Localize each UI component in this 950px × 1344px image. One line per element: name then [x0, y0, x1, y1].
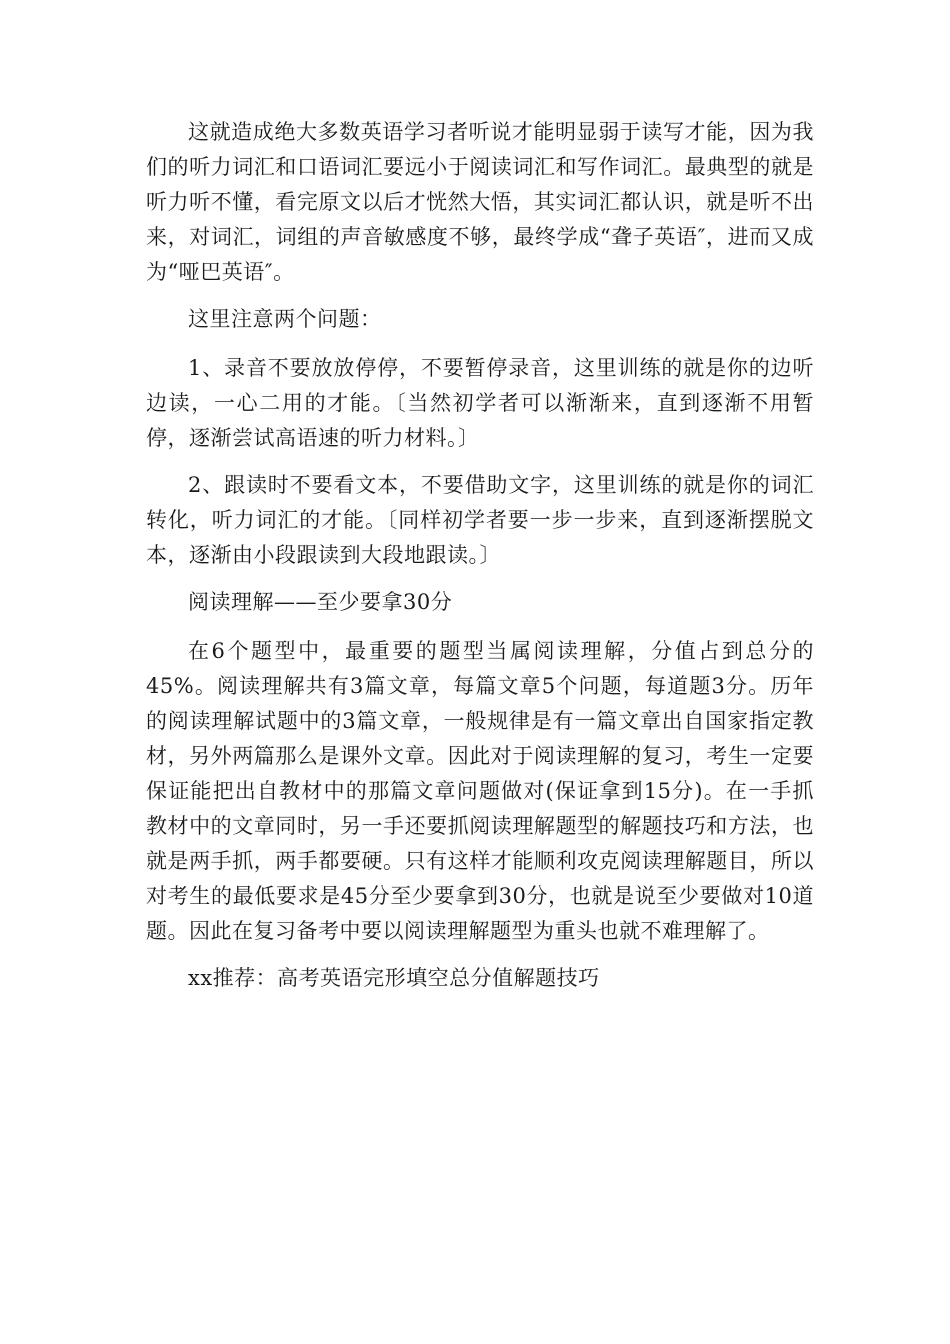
paragraph-two-issues-heading: 这里注意两个问题：	[188, 307, 382, 331]
paragraph-point-1: 1、录音不要放放停停，不要暂停录音，这里训练的就是你的边听边读，一心二用的才能。〔当然初学者可以渐渐来，直到逐渐不用暂停，逐渐尝试高语速的听力材料。〕	[146, 356, 814, 450]
paragraph-point-2: 2、跟读时不要看文本，不要借助文字，这里训练的就是你的词汇转化，听力词汇的才能。〔同样初学者要一步一步来，直到逐渐摆脱文本，逐渐由小段跟读到大段地跟读。〕	[146, 473, 814, 567]
document-body	[146, 115, 814, 1010]
section-heading-reading: 阅读理解——至少要拿30分	[188, 590, 453, 614]
paragraph-recommendation: xx推荐：高考英语完形填空总分值解题技巧	[188, 966, 600, 990]
paragraph-reading-comprehension: 在6个题型中，最重要的题型当属阅读理解，分值占到总分的45%。阅读理解共有3篇文章，每篇文章5个问题，每道题3分。历年的阅读理解试题中的3篇文章，一般规律是有一篇文章出自国家指定教材，另外两篇那么是课外文章。因此对于阅读理解的复习，考生一定要保证能把出自教材中的那篇文章问题做对(保证拿到15分)。在一手抓教材中的文章同时，另一手还要抓阅读理解题型的解题技巧和方法，也就是两手抓，两手都要硬。只有这样才能顺利攻克阅读理解题目，所以对考生的最低要求是45分至少要拿到30分，也就是说至少要做对10道题。因此在复习备考中要以阅读理解题型为重头也就不难理解了。	[146, 639, 814, 943]
paragraph-listening-vocabulary: 这就造成绝大多数英语学习者听说才能明显弱于读写才能，因为我们的听力词汇和口语词汇要远小于阅读词汇和写作词汇。最典型的就是听力听不懂，看完原文以后才恍然大悟，其实词汇都认识，就是听不出来，对词汇，词组的声音敏感度不够，最终学成“聋子英语″，进而又成为“哑巴英语″。	[146, 120, 814, 284]
